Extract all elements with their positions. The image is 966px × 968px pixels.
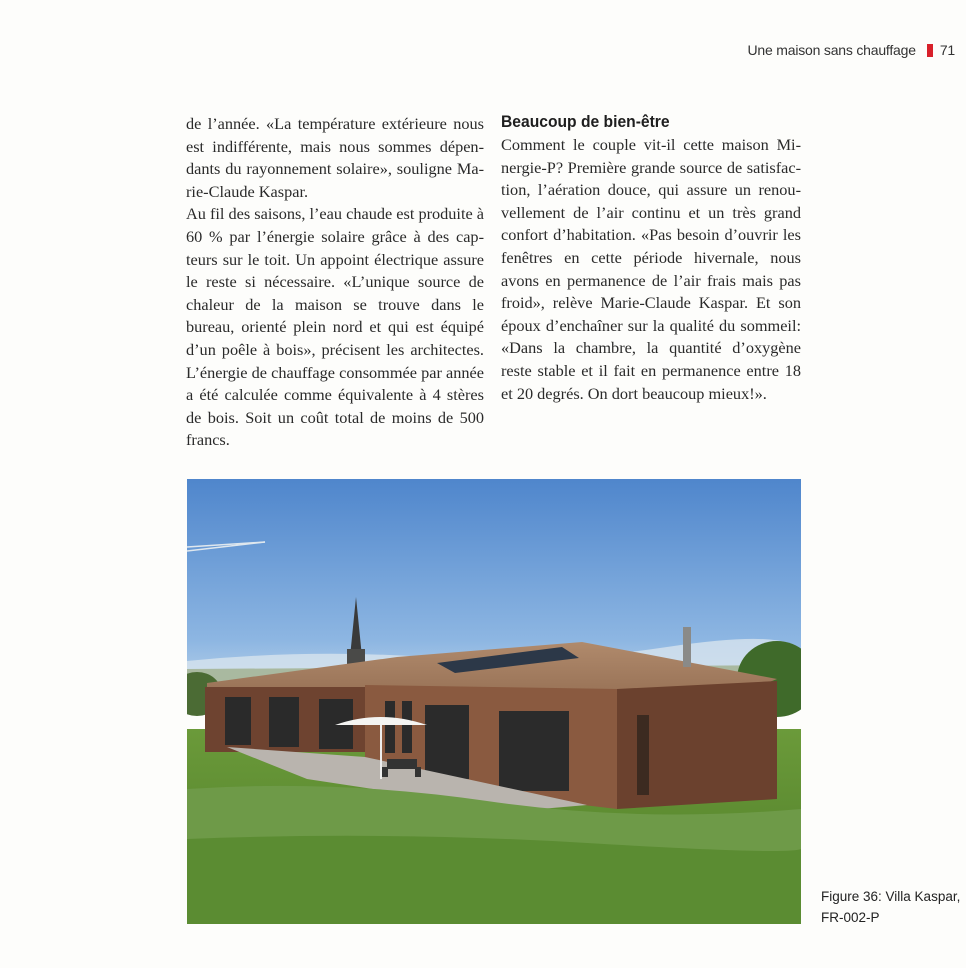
body-paragraph-2: Au fil des saisons, l’eau chaude est produite à 60 % par l’énergie solaire grâce à des capteurs sur le toit. Un appoint électrique assure le reste si nécessaire. «L’unique source de chaleur de la maison se trouve dans le bureau, orienté plein nord et qui est équipé d’un poêle à bois», précisent les architectes. L’énergie de chauffage consommée par année a été calculée comme équivalente à 4 stères de bois. Soit un coût total de moins de 500 francs. [186, 204, 484, 450]
page-number: 71 [939, 42, 955, 58]
chimney [683, 627, 691, 667]
red-marker [927, 44, 933, 57]
running-head [748, 42, 956, 58]
villa-illustration [187, 479, 801, 924]
right-column [501, 111, 801, 405]
left-column [186, 113, 484, 452]
section-heading: Beaucoup de bien-être [501, 112, 670, 131]
caption-line-1: Figure 36: Villa Kaspar, [821, 889, 961, 904]
left-windows [225, 697, 353, 749]
caption-line-2: FR-002-P [821, 910, 880, 925]
body-paragraph-1: de l’année. «La température extérieure nous est indifférente, mais nous sommes dépendants du rayonnement solaire», souligne Marie-Claude Kaspar. [186, 114, 484, 201]
body-paragraph-3: Comment le couple vit-il cette maison Minergie-P? Première grande source de satisfaction, l’aération douce, qui assure un renouvellement de l’air continu et un très grand confort d’habitation. «Pas besoin d’ouvrir les fenêtres en cette période hivernale, nous avons en permanence de l’air frais mais pas froid», relève Marie-Claude Kaspar. Et son époux d’enchaîner sur la qualité du sommeil: «Dans la chambre, la quantité d’oxygène reste stable et il fait en permanence entre 18 et 20 degrés. On dort beaucoup mieux!». [501, 135, 801, 403]
side-window [637, 715, 649, 795]
chapter-title: Une maison sans chauffage [747, 42, 916, 58]
figure-caption [821, 886, 961, 928]
house-photo [187, 479, 801, 924]
